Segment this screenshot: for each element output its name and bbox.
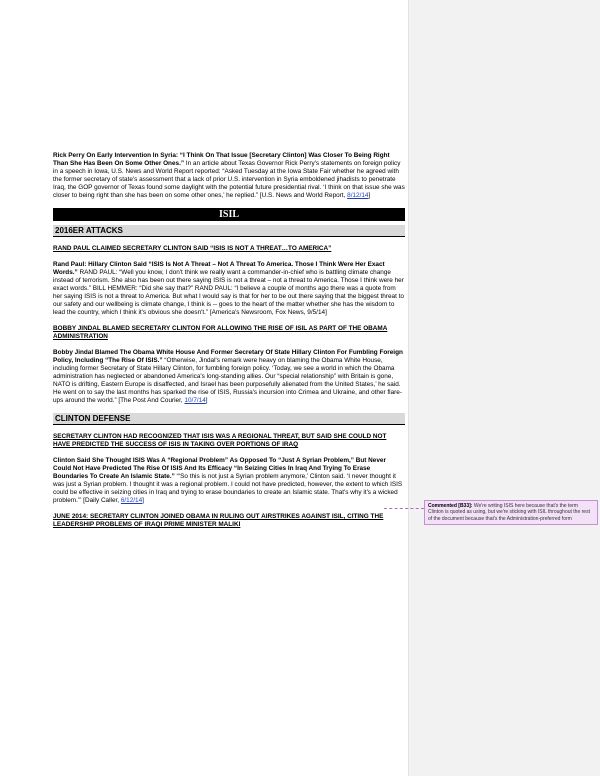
subhead-regional-threat: SECRETARY CLINTON HAD RECOGNIZED THAT ISIS WAS A REGIONAL THREAT, BUT SAID SHE COULD NOT HAVE PREDICTED THE SUCCESS OF ISIS IN TAKING OVER PORTIONS OF IRAQ xyxy=(53,433,387,448)
subhead-bobby-jindal: BOBBY JINDAL BLAMED SECRETARY CLINTON FOR ALLOWING THE RISE OF ISIL AS PART OF THE OBAMA ADMINISTRATION xyxy=(53,325,388,340)
rand-paul-paragraph xyxy=(53,261,405,317)
intro-heading: Rick Perry On Early Intervention In Syria: “I Think On That Issue [Secretary Clinton] Was Closer To Being Right Than She Has Been On Some Other Ones.” xyxy=(53,152,390,167)
intro-end: ] xyxy=(368,192,371,199)
jindal-heading: Bobby Jindal Blamed The Obama White House And Former Secretary Of State Hillary Clinton For Fumbling Foreign Policy, Including “The Rise Of ISIS.” xyxy=(53,349,403,364)
intro-source-link[interactable]: 8/12/14 xyxy=(347,192,369,199)
jindal-body: “Otherwise, Jindal's remark were heavy on blaming the Obama White House, including former Secretary of State Hillary Clinton, for fumbling foreign policy. ‘Today, we see a world in which the Obama administration has neglected or abandoned America's long-standing allies. Our “special relationship” with Britain is gone, NATO is drifting, Eastern Europe is disaffected, and Israel has been purposefully alienated from the United States,’ he said. He went on to say the last months has sparked the rise of ISIS, Russia's incursion into Crimea and Ukraine, and other flare-ups around the world.” [The Post And Courier, xyxy=(53,357,402,404)
section-clinton-defense: CLINTON DEFENSE xyxy=(53,413,405,425)
regional-problem-end: ] xyxy=(142,497,144,504)
comment-balloon[interactable] xyxy=(424,500,598,525)
rand-paul-body: RAND PAUL: “Well you know, I don't think we really want a commander-in-chief who is battling climate change instead of terrorism. She also has been out there saying ISIS is not a threat – not a threat to America. Those I think were her exact words.” BILL HEMMER: “Did she say that?” RAND PAUL: “I believe a couple of months ago there was a quote from her saying ISIS is not a threat to America. But what I would say is that for her to be out there saying that the biggest threat to our safety and our wellbeing is climate change, I think is -- goes to the heart of the matter whether she has the wisdom to lead the country, which I think it's obvious she doesn't.” [America's Newsroom, Fox News, 9/5/14] xyxy=(53,269,404,316)
comment-label: Commented [B33]: xyxy=(428,503,473,509)
intro-paragraph xyxy=(53,152,405,200)
daily-caller-link[interactable]: 6/12/14 xyxy=(120,497,143,504)
subhead-rand-paul: RAND PAUL CLAIMED SECRETARY CLINTON SAID “ISIS IS NOT A THREAT…TO AMERICA” xyxy=(53,245,332,252)
comment-margin-panel xyxy=(408,0,600,776)
rand-paul-heading: Rand Paul: Hillary Clinton Said “ISIS Is Not A Threat – Not A Threat To America. Those I Think Were Her Exact Words.” xyxy=(53,261,385,276)
document-body xyxy=(53,152,405,537)
regional-problem-paragraph xyxy=(53,457,405,505)
regional-problem-heading: Clinton Said She Thought ISIS Was A “Regional Problem” As Opposed To “Just A Syrian Problem,” But Never Could Not Have Predicted The Rise Of ISIS And Its Efficacy “In Seizing Cities In Iraq And Trying To Erase Boundaries To Create An Islamic State.” xyxy=(53,457,386,480)
regional-problem-body: “‘So this is not just a Syrian problem anymore,’ Clinton said. ‘I never thought it was just a Syrian problem. I thought it was a regional problem. I could not have predicted, however, the extent to which ISIS could be effective in seizing cities in Iraq and trying to erase boundaries to create an Islamic state. That's why it's a wicked problem.’” [Daily Caller, xyxy=(53,473,403,504)
jindal-paragraph xyxy=(53,349,405,405)
jindal-source-link[interactable]: 10/7/14 xyxy=(184,397,206,404)
isil-title-bar: ISIL xyxy=(53,208,405,221)
jindal-end: ] xyxy=(205,397,208,404)
section-2016er-attacks: 2016ER ATTACKS xyxy=(53,225,405,237)
subhead-airstrikes: JUNE 2014: SECRETARY CLINTON JOINED OBAMA IN RULING OUT AIRSTRIKES AGAINST ISIL, CITING THE LEADERSHIP PROBLEMS OF IRAQI PRIME MINISTER MALIKI xyxy=(53,513,384,528)
comment-connector-line xyxy=(384,508,424,510)
comment-text: We're writing ISIS here because that's the term Clinton is quoted as using, but we're sticking with ISIL throughout the rest of the document because that's the Administration-preferred form xyxy=(428,503,590,522)
intro-body: In an article about Texas Governor Rick Perry's statements on foreign policy in a speech in Iowa, U.S. News and World Report reported: “Asked Tuesday at the Iowa State Fair whether he agreed with the former secretary of state's assessment that a lack of prior U.S. intervention in Syria emboldened jihadists to penetrate Iraq, the GOP governor of Texas found some daylight with the potential future presidential rival. ‘I think on that issue she was closer to being right than she has been on some other ones,’ he replied.” [U.S. News and World Report, xyxy=(53,160,405,199)
